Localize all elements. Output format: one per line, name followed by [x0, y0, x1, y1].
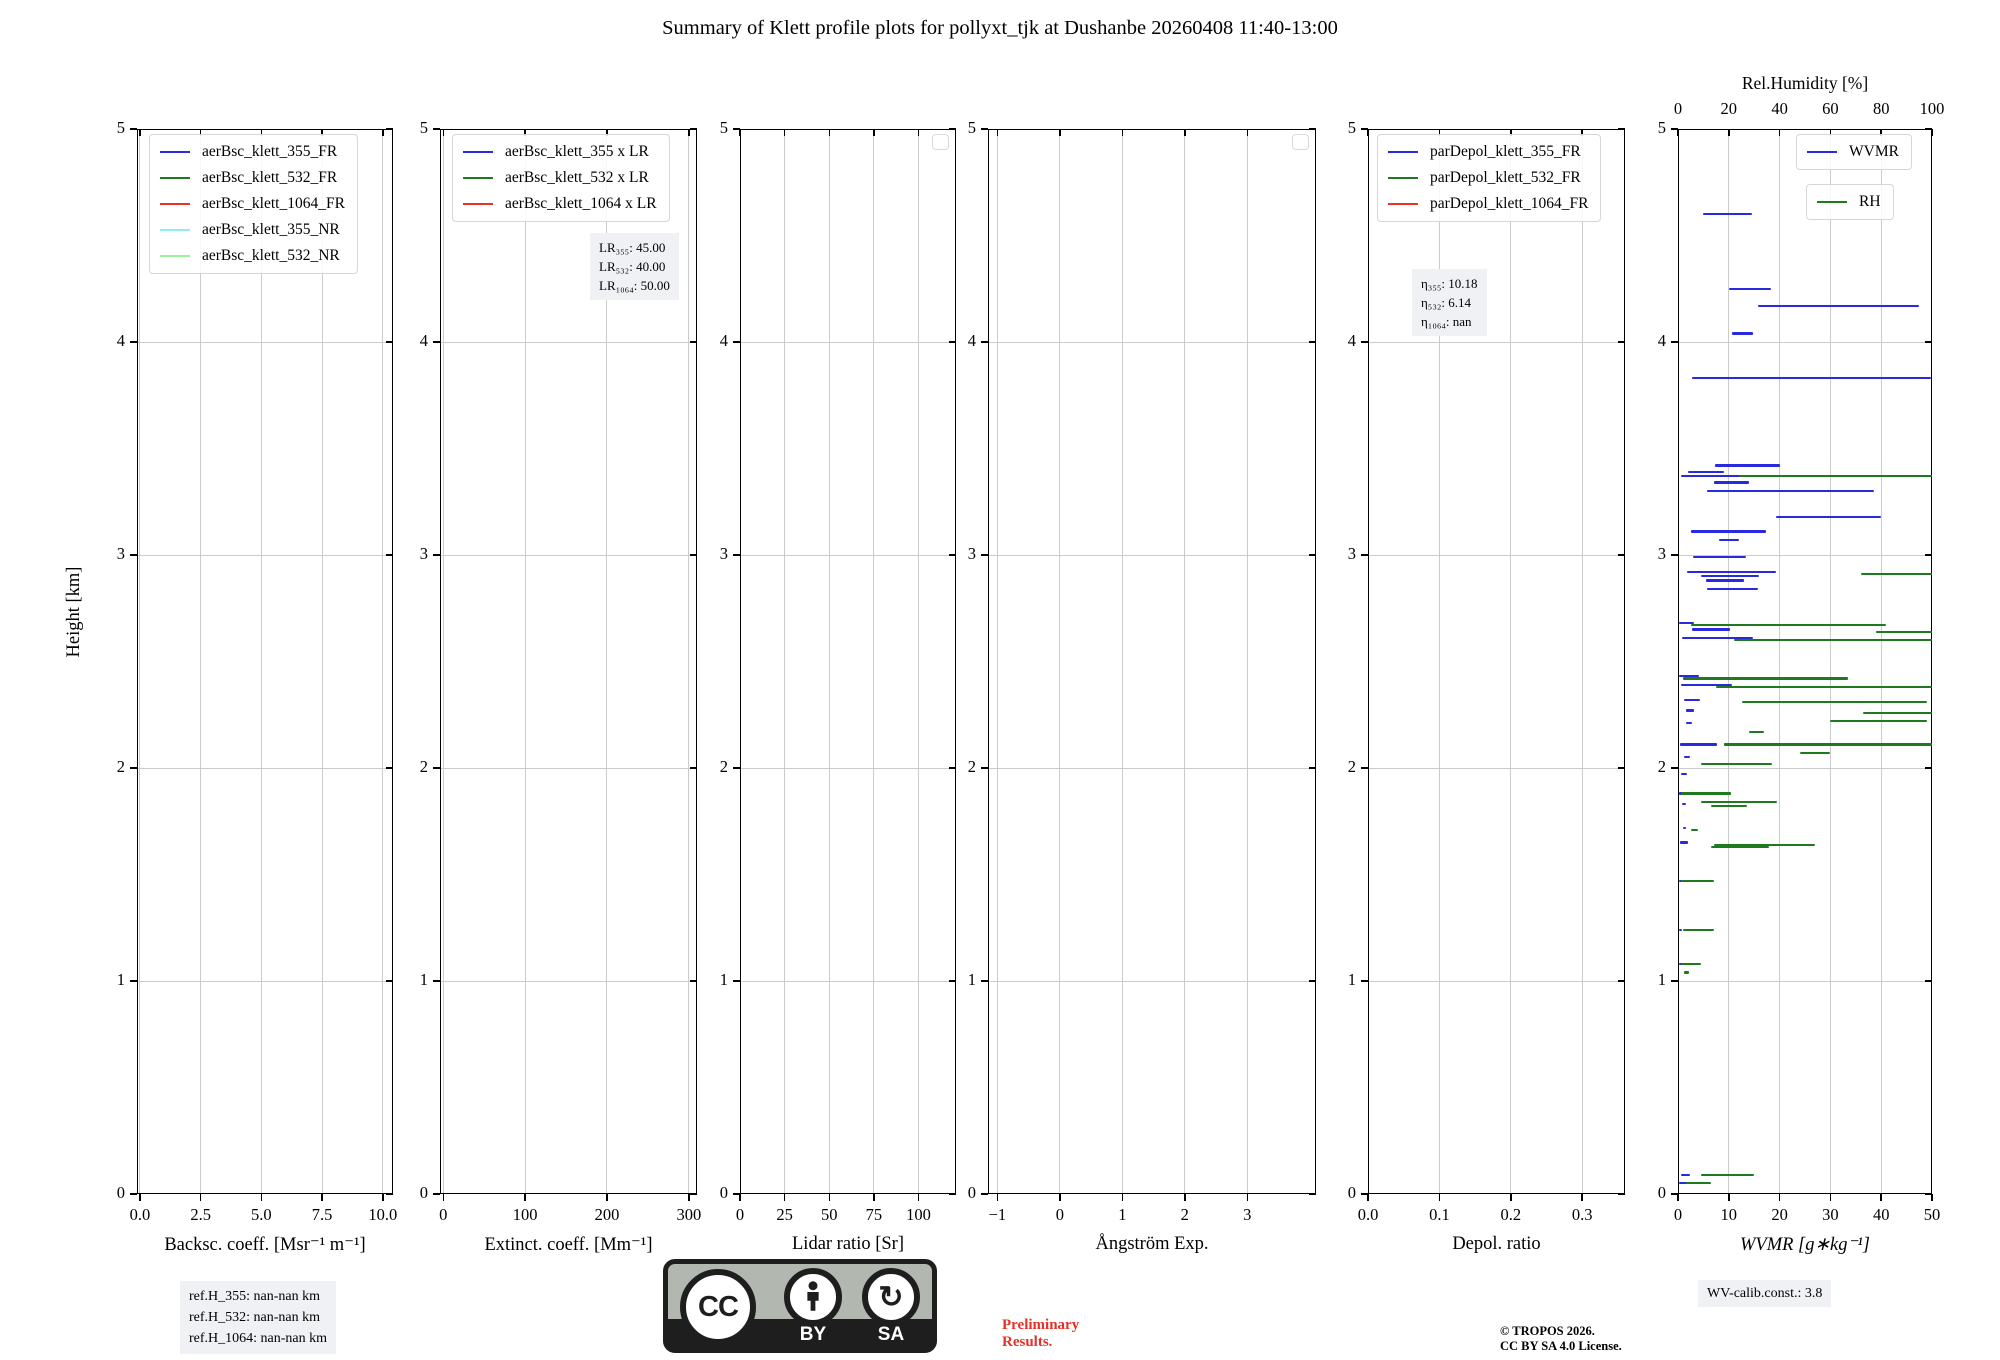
x-tick [829, 1194, 831, 1201]
y-tick-label: 3 [719, 544, 728, 563]
reference-height-note [180, 1281, 336, 1354]
legend-entry [1817, 189, 1881, 215]
wvmr-segment [1729, 288, 1771, 290]
wvmr-segment [1706, 579, 1744, 581]
refh-532: ref.H_532: nan-nan km [189, 1310, 321, 1325]
legend-label: parDepol_klett_355_FR [1430, 143, 1581, 160]
x-tick [261, 1194, 263, 1201]
y-tick-label: 4 [116, 331, 125, 350]
plot-panel-wvmr [1657, 73, 1945, 1255]
wvmr-segment [1684, 699, 1700, 701]
x-tick [784, 1194, 786, 1201]
x-tick-label: 25 [776, 1205, 793, 1224]
legend-line [160, 255, 190, 257]
top-tick-label: 80 [1872, 99, 1890, 118]
y-tick [130, 1193, 137, 1195]
legend-line [463, 177, 493, 179]
plot-panel-lidar-ratio [719, 118, 956, 1254]
x-axis-label: WVMR [g∗kg⁻¹] [1740, 1235, 1870, 1255]
x-axis-label: Extinct. coeff. [Mm⁻¹] [484, 1235, 653, 1255]
y-tick-label: 3 [116, 544, 125, 563]
x-tick [1510, 1194, 1512, 1201]
legend-label: WVMR [1849, 143, 1899, 160]
y-tick-label: 3 [1657, 544, 1666, 563]
legend-entry [1807, 139, 1899, 165]
legend-label: aerBsc_klett_532_FR [202, 169, 338, 186]
rh-segment [1683, 677, 1848, 679]
legend-entry [160, 243, 345, 269]
y-tick-label: 1 [967, 970, 976, 989]
y-tick-label: 1 [419, 970, 428, 989]
y-tick [1361, 554, 1368, 556]
rh-segment [1681, 963, 1701, 965]
y-tick [1671, 554, 1678, 556]
x-tick-label: 200 [594, 1205, 620, 1224]
y-tick [981, 980, 988, 982]
y-tick-label: 1 [1657, 970, 1666, 989]
rh-segment [1863, 712, 1932, 714]
y-tick [981, 554, 988, 556]
x-tick-label: 100 [512, 1205, 538, 1224]
x-tick-label: 2 [1180, 1205, 1189, 1224]
y-tick-label: 1 [116, 970, 125, 989]
y-tick-label: 5 [419, 118, 428, 137]
legend-label: aerBsc_klett_532 x LR [505, 169, 649, 186]
legend-label: aerBsc_klett_532_NR [202, 247, 340, 264]
wvmr-segment [1719, 539, 1739, 541]
x-tick [1830, 1194, 1832, 1201]
x-tick-label: 0 [439, 1205, 448, 1224]
x-tick [606, 1194, 608, 1201]
legend-label: parDepol_klett_1064_FR [1430, 195, 1589, 212]
refh-355: ref.H_355: nan-nan km [189, 1289, 321, 1304]
legend-entry [1388, 191, 1588, 217]
x-tick-label: 300 [676, 1205, 702, 1224]
legend-line [1388, 177, 1418, 179]
rh-segment [1701, 801, 1777, 803]
x-tick-label: 30 [1822, 1205, 1839, 1224]
x-tick-label: 50 [1923, 1205, 1941, 1224]
wvmr-segment [1714, 481, 1750, 483]
rh-segment [1716, 686, 1932, 688]
y-tick [733, 341, 740, 343]
wvmr-segment [1686, 709, 1695, 711]
plot-panel-backscatter [116, 118, 398, 1255]
wvmr-segment [1707, 490, 1873, 492]
y-axis-label: Height [km] [64, 566, 84, 658]
y-tick-label: 5 [1347, 118, 1356, 137]
y-tick-label: 1 [1347, 970, 1356, 989]
x-tick [1439, 1194, 1441, 1201]
x-tick [1184, 1194, 1186, 1201]
y-tick [1671, 341, 1678, 343]
wv-calibration-note: WV-calib.const.: 3.8 [1698, 1280, 1831, 1307]
y-tick-label: 0 [116, 1183, 125, 1202]
rh-segment [1701, 1174, 1754, 1176]
copyright-line1: © TROPOS 2026. [1500, 1324, 1595, 1338]
person-icon [784, 1268, 842, 1326]
rh-segment [1800, 752, 1830, 754]
x-tick-label: 50 [821, 1205, 838, 1224]
x-tick-label: 5.0 [251, 1205, 272, 1224]
plot-frame [137, 129, 393, 1194]
y-tick-label: 4 [967, 331, 976, 350]
legend-entry [160, 217, 345, 243]
annotation-line: LR₅₃₂: 40.00 [599, 259, 666, 274]
top-tick-label: 60 [1822, 99, 1839, 118]
x-tick-label: −1 [988, 1205, 1007, 1224]
y-tick-label: 1 [719, 970, 728, 989]
y-tick-label: 0 [1347, 1183, 1356, 1202]
legend-label: parDepol_klett_532_FR [1430, 169, 1581, 186]
legend [452, 134, 670, 222]
x-tick-label: 75 [865, 1205, 883, 1224]
wvmr-segment [1681, 1174, 1690, 1176]
wvmr-segment [1776, 516, 1882, 518]
top-tick-label: 20 [1720, 99, 1738, 118]
rh-segment [1691, 829, 1699, 831]
legend-line [1388, 151, 1418, 153]
rh-segment [1681, 792, 1732, 794]
legend-entry [1388, 165, 1588, 191]
legend-line [1817, 201, 1847, 203]
y-tick-label: 3 [967, 544, 976, 563]
x-tick [382, 1194, 384, 1201]
y-tick [981, 341, 988, 343]
y-tick-label: 2 [1657, 757, 1666, 776]
x-tick [1728, 1194, 1730, 1201]
y-tick [1361, 980, 1368, 982]
y-tick-label: 3 [1347, 544, 1356, 563]
y-tick-label: 4 [419, 331, 428, 350]
legend [1806, 184, 1894, 220]
rh-segment [1684, 971, 1689, 973]
legend-entry [160, 191, 345, 217]
wvmr-segment [1707, 588, 1758, 590]
x-tick-label: 10.0 [368, 1205, 398, 1224]
annotation-box [1412, 269, 1487, 336]
legend [1377, 134, 1601, 222]
legend-empty [1292, 134, 1309, 150]
plot-panel-depol-ratio [1347, 118, 1625, 1254]
legend-line [160, 177, 190, 179]
x-tick-label: 0 [1055, 1205, 1064, 1224]
legend-empty [932, 134, 949, 150]
x-tick [997, 1194, 999, 1201]
top-axis-label: Rel.Humidity [%] [1741, 73, 1869, 93]
y-tick-label: 5 [116, 118, 125, 137]
wvmr-segment [1715, 464, 1780, 466]
wvmr-segment [1692, 377, 1931, 379]
legend-entry [160, 165, 345, 191]
x-tick-label: 10 [1720, 1205, 1738, 1224]
x-axis-label: Backsc. coeff. [Msr⁻¹ m⁻¹] [164, 1235, 366, 1255]
legend-line [463, 203, 493, 205]
y-tick-label: 5 [719, 118, 728, 137]
y-tick [130, 980, 137, 982]
x-tick [873, 1194, 875, 1201]
rh-segment [1739, 475, 1932, 477]
y-tick-label: 3 [419, 544, 428, 563]
legend-label: aerBsc_klett_355 x LR [505, 143, 649, 160]
x-tick [1581, 1194, 1583, 1201]
x-tick [443, 1194, 445, 1201]
annotation-line: η₃₅₅: 10.18 [1421, 276, 1478, 291]
legend-entry [463, 165, 657, 191]
y-tick-label: 4 [1657, 331, 1666, 350]
rh-segment [1711, 846, 1769, 848]
rh-segment [1681, 880, 1714, 882]
plot-frame [988, 129, 1316, 1194]
top-tick-label: 100 [1919, 99, 1945, 118]
legend-line [463, 151, 493, 153]
legend-entry [160, 139, 345, 165]
x-tick [524, 1194, 526, 1201]
x-tick [1880, 1194, 1882, 1201]
y-tick-label: 0 [1657, 1183, 1666, 1202]
copyright-line2: CC BY SA 4.0 License. [1500, 1339, 1622, 1353]
wvmr-segment [1703, 213, 1751, 215]
x-tick-label: 0.0 [1357, 1205, 1379, 1224]
share-alike-icon: ↻ [862, 1268, 920, 1326]
plot-frame [1678, 129, 1932, 1194]
plot-frame [1368, 129, 1625, 1194]
y-tick [433, 1193, 440, 1195]
refh-1064: ref.H_1064: nan-nan km [189, 1331, 328, 1346]
x-tick [321, 1194, 323, 1201]
x-tick [739, 1194, 741, 1201]
top-tick-label: 0 [1673, 99, 1683, 118]
y-tick [130, 767, 137, 769]
x-tick-label: 100 [906, 1205, 931, 1224]
wvmr-segment [1693, 556, 1745, 558]
preliminary-line2: Results. [1002, 1334, 1053, 1350]
y-tick [733, 767, 740, 769]
x-tick-label: 20 [1771, 1205, 1788, 1224]
rh-segment [1734, 639, 1932, 641]
y-tick-label: 5 [1657, 118, 1666, 137]
legend-line [1388, 203, 1418, 205]
cc-by-label: BY [799, 1324, 827, 1345]
x-axis-label: Depol. ratio [1452, 1234, 1541, 1254]
y-tick-label: 0 [967, 1183, 976, 1202]
y-tick [433, 767, 440, 769]
y-tick [130, 554, 137, 556]
x-tick-label: 0.0 [129, 1205, 151, 1224]
legend-entry [1388, 139, 1588, 165]
rh-segment [1683, 929, 1713, 931]
y-tick [433, 554, 440, 556]
x-tick [1367, 1194, 1369, 1201]
x-tick-label: 0.3 [1571, 1205, 1593, 1224]
wvmr-segment [1683, 827, 1686, 829]
x-tick-label: 0 [1673, 1205, 1683, 1224]
y-tick-label: 2 [116, 757, 125, 776]
preliminary-note [1002, 1317, 1079, 1351]
rh-segment [1876, 631, 1932, 633]
y-tick [1671, 767, 1678, 769]
legend-label: aerBsc_klett_355_NR [202, 221, 340, 238]
y-tick-label: 0 [719, 1183, 728, 1202]
plot-panel-extinction [419, 118, 702, 1255]
y-tick [1361, 341, 1368, 343]
legend-label: aerBsc_klett_355_FR [202, 143, 338, 160]
annotation-line: η₁₀₆₄: nan [1421, 314, 1472, 329]
y-tick [433, 128, 440, 130]
copyright-note [1500, 1324, 1622, 1354]
x-tick-label: 40 [1872, 1205, 1890, 1224]
person-glyph [798, 1279, 828, 1315]
x-axis-label: Ångström Exp. [1095, 1234, 1209, 1254]
y-tick-label: 2 [1347, 757, 1356, 776]
y-tick [433, 341, 440, 343]
rh-segment [1742, 701, 1927, 703]
cc-icon: CC [680, 1269, 756, 1345]
rh-segment [1830, 720, 1927, 722]
y-tick-label: 2 [967, 757, 976, 776]
wvmr-segment [1688, 471, 1724, 473]
y-tick [981, 767, 988, 769]
x-tick [139, 1194, 141, 1201]
x-tick-label: 0 [735, 1205, 745, 1224]
legend-label: aerBsc_klett_1064_FR [202, 195, 345, 212]
legend [149, 134, 358, 274]
y-tick-label: 4 [719, 331, 728, 350]
wvmr-segment [1679, 929, 1682, 931]
y-tick-label: 0 [419, 1183, 428, 1202]
wvmr-segment [1732, 332, 1753, 334]
y-tick-label: 5 [967, 118, 976, 137]
x-tick [1247, 1194, 1249, 1201]
y-tick [981, 128, 988, 130]
y-tick [981, 1193, 988, 1195]
y-tick [1361, 767, 1368, 769]
legend-line [160, 203, 190, 205]
x-axis-label: Lidar ratio [Sr] [792, 1234, 904, 1254]
y-tick-label: 2 [419, 757, 428, 776]
legend-label: RH [1859, 193, 1881, 210]
preliminary-line1: Preliminary [1002, 1317, 1080, 1333]
x-tick-label: 1 [1118, 1205, 1127, 1224]
x-tick-label: 2.5 [190, 1205, 211, 1224]
wvmr-segment [1692, 628, 1730, 630]
rh-segment [1861, 573, 1932, 575]
x-tick [1779, 1194, 1781, 1201]
wvmr-segment [1680, 743, 1717, 745]
legend-line [160, 229, 190, 231]
legend-line [160, 151, 190, 153]
y-tick-label: 4 [1347, 331, 1356, 350]
x-tick [688, 1194, 690, 1201]
x-tick-label: 0.1 [1429, 1205, 1450, 1224]
y-tick [733, 980, 740, 982]
plot-frame [740, 129, 956, 1194]
wvmr-segment [1680, 841, 1688, 843]
legend-line [1807, 151, 1837, 153]
legend-label: aerBsc_klett_1064 x LR [505, 195, 657, 212]
x-tick [918, 1194, 920, 1201]
rh-segment [1701, 763, 1772, 765]
figure-title: Summary of Klett profile plots for pollyxt_tjk at Dushanbe 20260408 11:40-13:00 [662, 17, 1338, 39]
rh-segment [1724, 743, 1932, 745]
rh-segment [1749, 731, 1764, 733]
annotation-line: LR₃₅₅: 45.00 [599, 240, 666, 255]
wvmr-segment [1687, 571, 1776, 573]
x-tick [1059, 1194, 1061, 1201]
annotation-box [590, 233, 679, 300]
y-tick [433, 980, 440, 982]
legend [1796, 134, 1912, 170]
y-tick [130, 128, 137, 130]
x-tick-label: 3 [1243, 1205, 1252, 1224]
x-tick-label: 0.2 [1500, 1205, 1522, 1224]
legend-entry [463, 191, 657, 217]
wvmr-segment [1758, 305, 1919, 307]
x-tick [1677, 1194, 1679, 1201]
y-tick [733, 554, 740, 556]
wvmr-segment [1681, 475, 1745, 477]
cc-sa-label: SA [877, 1324, 905, 1345]
annotation-line: LR₁₀₆₄: 50.00 [599, 278, 670, 293]
y-tick-label: 2 [719, 757, 728, 776]
cc-license-badge [663, 1259, 937, 1353]
y-tick [130, 341, 137, 343]
wvmr-segment [1691, 530, 1766, 532]
top-tick-label: 40 [1771, 99, 1788, 118]
legend-entry [463, 139, 657, 165]
y-tick [1671, 980, 1678, 982]
x-tick [200, 1194, 202, 1201]
annotation-line: η₅₃₂: 6.14 [1421, 295, 1472, 310]
x-tick-label: 7.5 [311, 1205, 333, 1224]
x-tick [1122, 1194, 1124, 1201]
plot-panel-angstrom [967, 118, 1316, 1254]
x-tick [1931, 1194, 1933, 1201]
